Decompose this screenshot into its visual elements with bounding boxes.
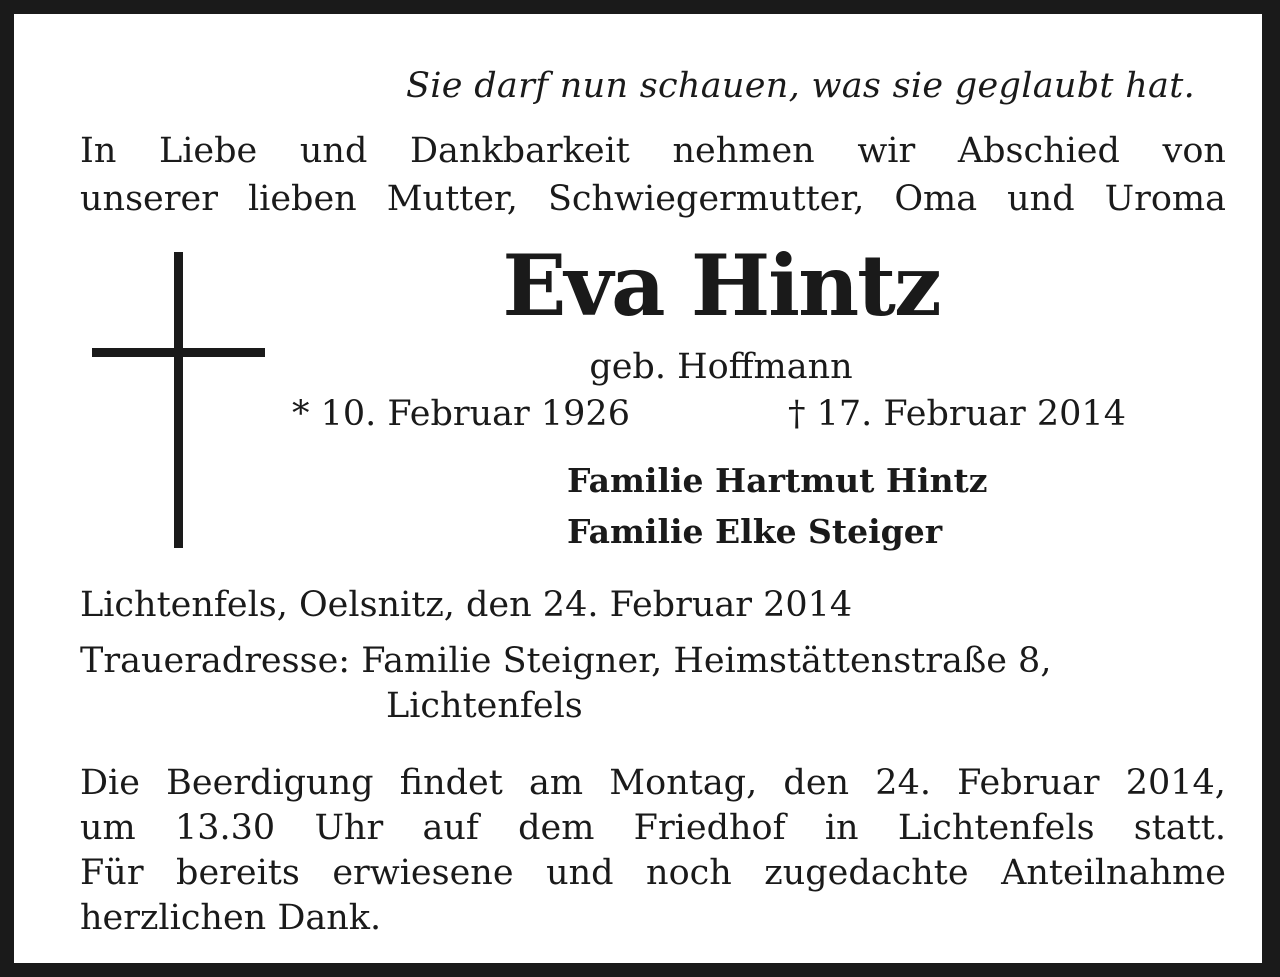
word: findet	[399, 763, 503, 803]
word: und	[1007, 179, 1075, 219]
word: Für	[80, 853, 144, 893]
word: 13.30	[174, 808, 276, 848]
family-name-2: Familie Elke Steiger	[567, 512, 943, 551]
word: den	[783, 763, 850, 803]
motto: Sie darf nun schauen, was sie geglaubt hat.	[406, 66, 1195, 106]
deceased-name: Eva Hintz	[502, 236, 940, 335]
place-and-date: Lichtenfels, Oelsnitz, den 24. Februar 2014	[80, 585, 853, 625]
intro-line-2	[80, 179, 1226, 219]
mourning-address: Traueradresse: Familie Steigner, Heimstättenstraße 8,	[80, 641, 1052, 681]
word: Anteilnahme	[1001, 853, 1226, 893]
mourning-address-city: Lichtenfels	[386, 686, 583, 726]
word: noch	[646, 853, 732, 893]
birth-date: * 10. Februar 1926	[292, 394, 630, 434]
word: Dankbarkeit	[409, 131, 630, 171]
word: erwiesene	[332, 853, 514, 893]
word: Oma	[894, 179, 978, 219]
word: 24.	[875, 763, 931, 803]
word: von	[1162, 131, 1226, 171]
word: zugedachte	[764, 853, 969, 893]
word: um	[80, 808, 136, 848]
word: bereits	[176, 853, 300, 893]
word: nehmen	[672, 131, 815, 171]
intro-line-1	[80, 131, 1226, 171]
word: Uroma	[1104, 179, 1226, 219]
family-name-1: Familie Hartmut Hintz	[567, 461, 988, 500]
funeral-line-3	[80, 853, 1226, 893]
word: Februar	[957, 763, 1100, 803]
maiden-name: geb. Hoffmann	[589, 347, 853, 387]
word: 2014,	[1125, 763, 1226, 803]
word: dem	[518, 808, 595, 848]
funeral-line-1	[80, 763, 1226, 803]
word: Abschied	[957, 131, 1120, 171]
word: unserer	[80, 179, 218, 219]
death-date: † 17. Februar 2014	[788, 394, 1126, 434]
word: Die	[80, 763, 140, 803]
word: Beerdigung	[166, 763, 374, 803]
word: und	[299, 131, 368, 171]
word: Montag,	[609, 763, 758, 803]
word: wir	[857, 131, 916, 171]
word: und	[546, 853, 614, 893]
word: am	[529, 763, 584, 803]
word: Liebe	[158, 131, 258, 171]
word: In	[80, 131, 117, 171]
word: in	[824, 808, 859, 848]
word: Mutter,	[386, 179, 518, 219]
word: Lichtenfels	[897, 808, 1095, 848]
word: statt.	[1133, 808, 1226, 848]
word: Friedhof	[633, 808, 786, 848]
funeral-line-2	[80, 808, 1226, 848]
word: auf	[422, 808, 479, 848]
funeral-line-4: herzlichen Dank.	[80, 898, 382, 938]
word: Schwiegermutter,	[547, 179, 865, 219]
word: Uhr	[314, 808, 384, 848]
word: lieben	[247, 179, 357, 219]
